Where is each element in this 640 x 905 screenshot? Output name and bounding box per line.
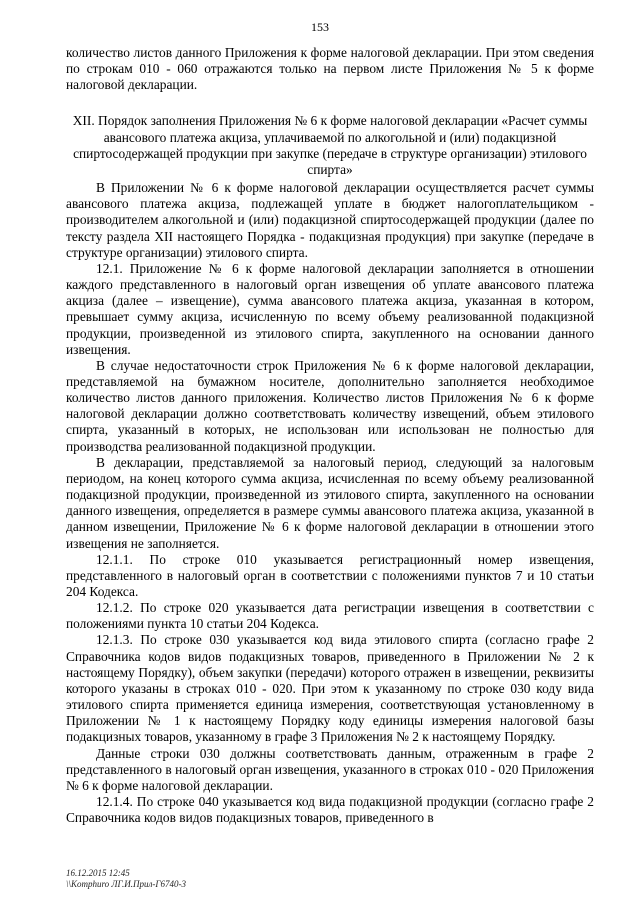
paragraph: В декларации, представляемой за налоговый период, следующий за налоговым периодом, на конец которого сумма акциза, исчисленная по всему объему реализованной подакцизной продукции, произведенной из этилового спирта, закупленного на основании данного извещения, определяется в размере суммы авансового платежа акциза, указанной в данном извещении, Приложение № 6 к форме налоговой декларации в отношении этого извещения не заполняется. [66, 454, 594, 551]
paragraph: В Приложении № 6 к форме налоговой декларации осуществляется расчет суммы авансового платежа акциза, подлежащей уплате в бюджет налогоплательщиком - производителем алкогольной и (или) подакцизной спиртосодержащей продукции (далее по тексту раздела XII настоящего Порядка - подакцизная продукция) при закупке (передаче в структуре организации) этилового спирта. [66, 180, 594, 260]
paragraph: 12.1. Приложение № 6 к форме налоговой декларации заполняется в отношении каждого представленного в налоговый орган извещения об уплате авансового платежа акциза (далее – извещение), сумма авансового платежа акциза, указанная в котором, превышает сумму акциза, исчисленную по всему объему реализованной подакцизной продукции, произведенной из этилового спирта, закупленного на основании данного извещения. [66, 260, 594, 357]
intro-paragraph: количество листов данного Приложения к форме налоговой декларации. При этом сведения по строкам 010 - 060 отражаются только на первом листе Приложения № 5 к форме налоговой декларации. [66, 45, 594, 93]
footer-date: 16.12.2015 12:45 [66, 868, 130, 878]
paragraph: 12.1.4. По строке 040 указывается код вида подакцизной продукции (согласно графе 2 Справочника кодов видов подакцизных товаров, приведенного в [66, 794, 594, 826]
section-heading: XII. Порядок заполнения Приложения № 6 к форме налоговой декларации «Расчет суммы авансового платежа акциза, уплачиваемой по алкогольной и (или) подакцизной спиртосодержащей продукции при закупке (передаче в структуре организации) этилового спирта» [72, 113, 588, 177]
footer [66, 868, 186, 890]
paragraph: 12.1.2. По строке 020 указывается дата регистрации извещения в соответствии с положениями пункта 10 статьи 204 Кодекса. [66, 600, 594, 632]
page-number: 153 [311, 20, 329, 34]
footer-path: \\Komphuro ЛГ.И.Прил-Г6740-3 [66, 879, 186, 889]
paragraph: 12.1.1. По строке 010 указывается регистрационный номер извещения, представленного в налоговый орган в соответствии с положениями пунктов 7 и 10 статьи 204 Кодекса. [66, 551, 594, 599]
paragraph: 12.1.3. По строке 030 указывается код вида этилового спирта (согласно графе 2 Справочника кодов видов подакцизных товаров, приведенного в Приложении № 2 к настоящему Порядку), объем закупки (передачи) которого отражен в извещении, реквизиты которого указаны в строках 010 - 020. При этом к указанному по строке 030 коду вида этилового спирта применяется единица измерения, соответствующая установленному в Приложении № 1 к настоящему Порядку коду единицы измерения налоговой базы подакцизных товаров, указанному в графе 3 Приложения № 2 к настоящему Порядку. [66, 632, 594, 745]
paragraph: Данные строки 030 должны соответствовать данным, отраженным в графе 2 представленного в налоговый орган извещения, указанного в строках 010 - 020 Приложения № 6 к форме налоговой декларации. [66, 745, 594, 793]
paragraph: В случае недостаточности строк Приложения № 6 к форме налоговой декларации, представляемой на бумажном носителе, дополнительно заполняется необходимое количество листов данного приложения. Количество листов Приложения № 6 к форме налоговой декларации должно соответствовать количеству извещений, объем этилового спирта, указанный в которых, не использован или использован не полностью для производства реализованной подакцизной продукции. [66, 357, 594, 454]
document-body [66, 45, 594, 826]
